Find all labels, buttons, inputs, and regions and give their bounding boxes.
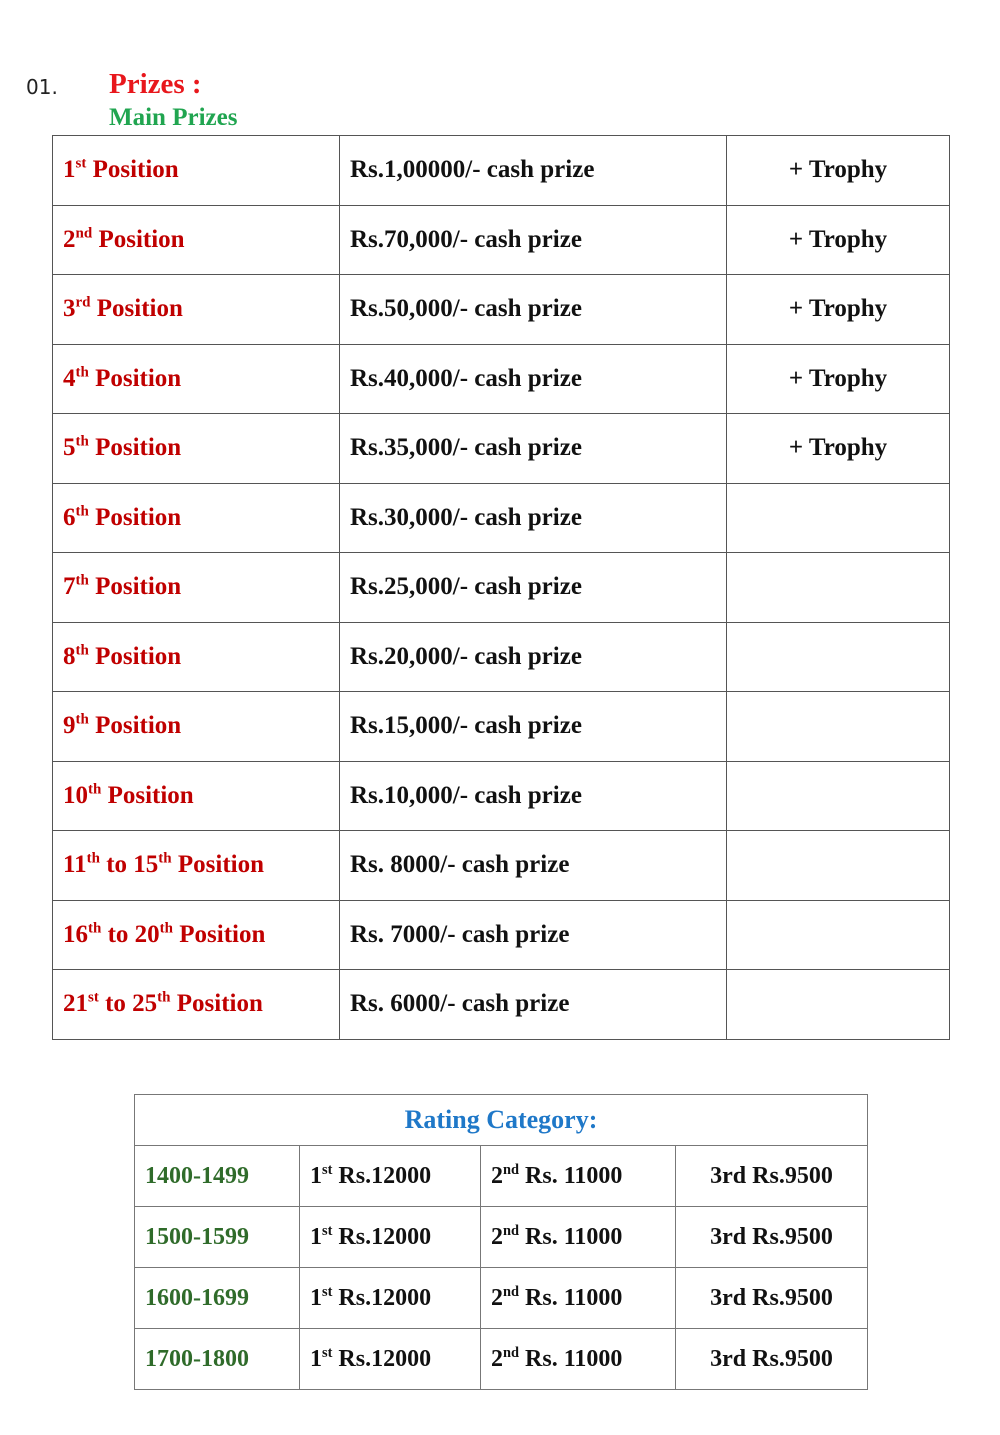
- third-prize-cell: 3rd Rs.9500: [676, 1207, 868, 1268]
- table-row: [53, 970, 950, 1040]
- trophy-cell: [727, 900, 950, 970]
- table-row: [135, 1207, 868, 1268]
- second-prize-cell: 2nd Rs. 11000: [481, 1207, 676, 1268]
- position-cell: 4th Position: [53, 344, 340, 414]
- cash-prize-cell: Rs. 7000/- cash prize: [340, 900, 727, 970]
- rating-range-cell: 1700-1800: [135, 1329, 300, 1390]
- third-prize-cell: 3rd Rs.9500: [676, 1146, 868, 1207]
- first-prize-cell: 1st Rs.12000: [300, 1146, 481, 1207]
- main-prizes-table: [52, 135, 950, 1040]
- rating-range-cell: 1400-1499: [135, 1146, 300, 1207]
- section-number: 01.: [26, 75, 58, 99]
- rating-category-title: Rating Category:: [135, 1095, 868, 1146]
- table-row: [53, 344, 950, 414]
- trophy-cell: [727, 553, 950, 623]
- position-cell: 3rd Position: [53, 275, 340, 345]
- cash-prize-cell: Rs. 8000/- cash prize: [340, 831, 727, 901]
- table-row: [53, 136, 950, 206]
- table-row: [53, 622, 950, 692]
- trophy-cell: [727, 622, 950, 692]
- table-row: [53, 900, 950, 970]
- cash-prize-cell: Rs.50,000/- cash prize: [340, 275, 727, 345]
- trophy-cell: + Trophy: [727, 136, 950, 206]
- rating-range-cell: 1500-1599: [135, 1207, 300, 1268]
- first-prize-cell: 1st Rs.12000: [300, 1207, 481, 1268]
- section-subtitle: Main Prizes: [109, 104, 238, 131]
- cash-prize-cell: Rs.25,000/- cash prize: [340, 553, 727, 623]
- trophy-cell: + Trophy: [727, 275, 950, 345]
- trophy-cell: [727, 692, 950, 762]
- cash-prize-cell: Rs. 6000/- cash prize: [340, 970, 727, 1040]
- rating-header-row: [135, 1095, 868, 1146]
- first-prize-cell: 1st Rs.12000: [300, 1268, 481, 1329]
- first-prize-cell: 1st Rs.12000: [300, 1329, 481, 1390]
- trophy-cell: + Trophy: [727, 205, 950, 275]
- table-row: [53, 692, 950, 762]
- third-prize-cell: 3rd Rs.9500: [676, 1268, 868, 1329]
- trophy-cell: [727, 761, 950, 831]
- position-cell: 16th to 20th Position: [53, 900, 340, 970]
- trophy-cell: [727, 483, 950, 553]
- rating-range-cell: 1600-1699: [135, 1268, 300, 1329]
- cash-prize-cell: Rs.20,000/- cash prize: [340, 622, 727, 692]
- table-row: [135, 1329, 868, 1390]
- position-cell: 6th Position: [53, 483, 340, 553]
- third-prize-cell: 3rd Rs.9500: [676, 1329, 868, 1390]
- trophy-cell: + Trophy: [727, 414, 950, 484]
- table-row: [53, 761, 950, 831]
- cash-prize-cell: Rs.35,000/- cash prize: [340, 414, 727, 484]
- cash-prize-cell: Rs.40,000/- cash prize: [340, 344, 727, 414]
- second-prize-cell: 2nd Rs. 11000: [481, 1329, 676, 1390]
- trophy-cell: + Trophy: [727, 344, 950, 414]
- table-row: [53, 414, 950, 484]
- table-row: [135, 1146, 868, 1207]
- table-row: [135, 1268, 868, 1329]
- second-prize-cell: 2nd Rs. 11000: [481, 1268, 676, 1329]
- trophy-cell: [727, 970, 950, 1040]
- cash-prize-cell: Rs.10,000/- cash prize: [340, 761, 727, 831]
- position-cell: 11th to 15th Position: [53, 831, 340, 901]
- table-row: [53, 483, 950, 553]
- position-cell: 10th Position: [53, 761, 340, 831]
- cash-prize-cell: Rs.15,000/- cash prize: [340, 692, 727, 762]
- position-cell: 2nd Position: [53, 205, 340, 275]
- section-title: Prizes :: [109, 68, 202, 100]
- table-row: [53, 831, 950, 901]
- trophy-cell: [727, 831, 950, 901]
- second-prize-cell: 2nd Rs. 11000: [481, 1146, 676, 1207]
- table-row: [53, 275, 950, 345]
- rating-category-table: [134, 1094, 868, 1390]
- position-cell: 5th Position: [53, 414, 340, 484]
- position-cell: 7th Position: [53, 553, 340, 623]
- cash-prize-cell: Rs.30,000/- cash prize: [340, 483, 727, 553]
- cash-prize-cell: Rs.70,000/- cash prize: [340, 205, 727, 275]
- position-cell: 21st to 25th Position: [53, 970, 340, 1040]
- position-cell: 1st Position: [53, 136, 340, 206]
- position-cell: 8th Position: [53, 622, 340, 692]
- cash-prize-cell: Rs.1,00000/- cash prize: [340, 136, 727, 206]
- table-row: [53, 205, 950, 275]
- table-row: [53, 553, 950, 623]
- position-cell: 9th Position: [53, 692, 340, 762]
